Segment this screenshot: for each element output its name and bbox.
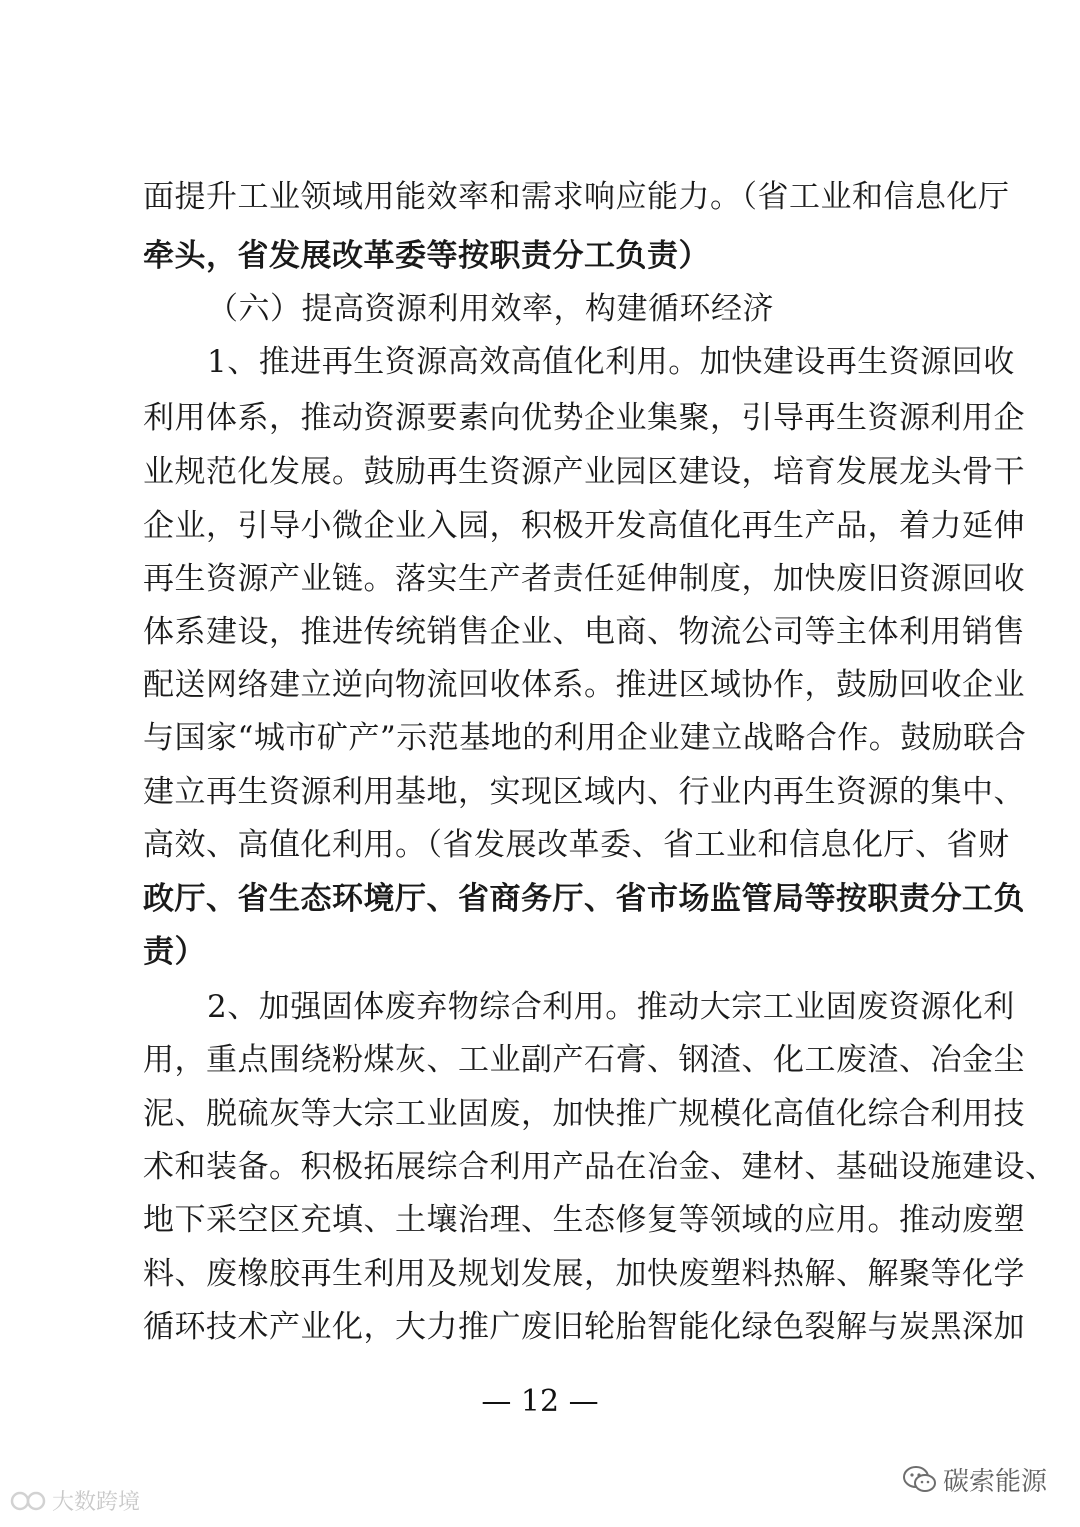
body-line: 料、废橡胶再生利用及规划发展，加快废塑料热解、解聚等化学	[143, 1256, 1025, 1292]
section-heading: （六）提高资源利用效率，构建循环经济	[207, 291, 774, 327]
body-line: 与国家“城市矿产”示范基地的利用企业建立战略合作。鼓励联合	[143, 720, 1027, 756]
body-line: 高效、高值化利用。（省发展改革委、省工业和信息化厅、省财	[143, 827, 1010, 863]
body-line: 体系建设，推进传统销售企业、电商、物流公司等主体利用销售	[143, 614, 1025, 650]
subsection-heading: 2、加强固体废弃物综合利用。推动大宗工业固废资源化利	[207, 989, 1015, 1025]
watermark-left-text: 大数跨境	[52, 1490, 141, 1515]
body-line: 企业，引导小微企业入园，积极开发高值化再生产品，着力延伸	[143, 508, 1025, 544]
page-number: — 12 —	[481, 1384, 599, 1419]
watermark-left	[10, 1485, 140, 1516]
body-line: 面提升工业领域用能效率和需求响应能力。（省工业和信息化厅	[143, 179, 1010, 215]
body-line: 业规范化发展。鼓励再生资源产业园区建设，培育发展龙头骨干	[143, 454, 1025, 490]
brand-logo-icon	[10, 1489, 46, 1513]
body-line: 牵头，省发展改革委等按职责分工负责）	[143, 238, 710, 274]
body-line: 配送网络建立逆向物流回收体系。推进区域协作，鼓励回收企业	[143, 667, 1025, 703]
body-line: 术和装备。积极拓展综合利用产品在冶金、建材、基础设施建设、	[143, 1149, 1057, 1185]
body-line: 建立再生资源利用基地，实现区域内、行业内再生资源的集中、	[143, 774, 1025, 810]
body-line: 循环技术产业化，大力推广废旧轮胎智能化绿色裂解与炭黑深加	[143, 1309, 1025, 1345]
watermark-right	[903, 1461, 1047, 1498]
watermark-right-text: 碳索能源	[943, 1467, 1048, 1497]
body-line: 用，重点围绕粉煤灰、工业副产石膏、钢渣、化工废渣、冶金尘	[143, 1042, 1025, 1078]
body-line: 政厅、省生态环境厅、省商务厅、省市场监管局等按职责分工负	[143, 881, 1025, 917]
wechat-icon	[903, 1465, 937, 1495]
body-line: 再生资源产业链。落实生产者责任延伸制度，加快废旧资源回收	[143, 561, 1025, 597]
body-line: 利用体系，推动资源要素向优势企业集聚，引导再生资源利用企	[143, 400, 1025, 436]
body-line: 责）	[143, 934, 206, 970]
body-line: 泥、脱硫灰等大宗工业固废，加快推广规模化高值化综合利用技	[143, 1096, 1025, 1132]
body-line: 地下采空区充填、土壤治理、生态修复等领域的应用。推动废塑	[143, 1202, 1025, 1238]
subsection-heading: 1、推进再生资源高效高值化利用。加快建设再生资源回收	[207, 344, 1015, 380]
